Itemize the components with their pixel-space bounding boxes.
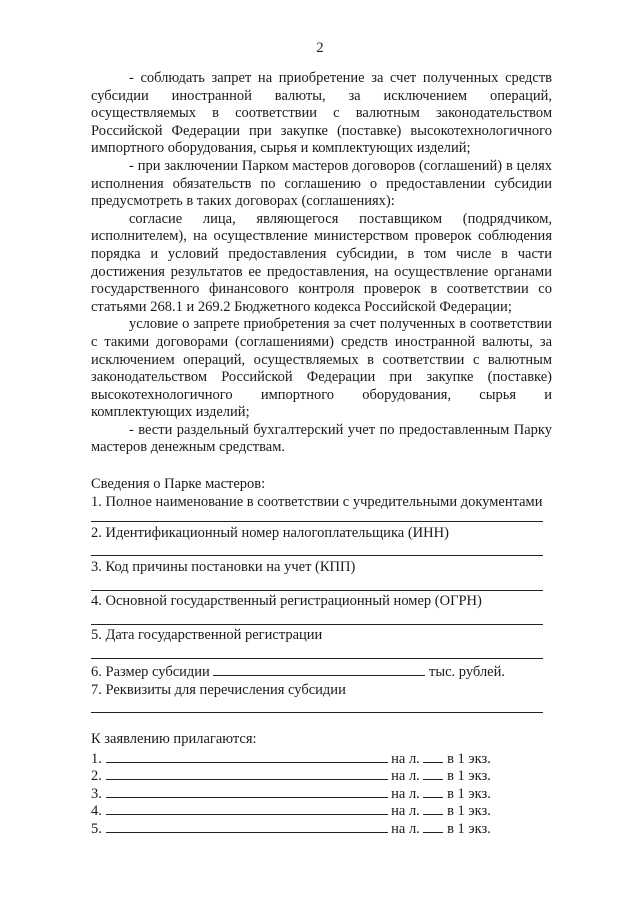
attachment-row [91,784,561,802]
attachment-sheets-label: на л. [391,768,420,785]
attachment-row [91,766,561,784]
attachment-row [91,801,561,819]
paragraph-currency-ban: - соблюдать запрет на приобретение за счет полученных средств субсидии иностранной валюты, за исключением операций, осуществляемых в соответствии с валютным законодательством Российской Федерации при закупке (поставке) высокотехнологичного импортного оборудования, сырья и комплектующих изделий; [91,70,552,157]
info-subsidy-block [91,662,561,699]
attachments-section [91,731,561,837]
subsidy-amount-field[interactable] [213,662,425,676]
requisites-field-line[interactable] [91,712,543,713]
attachment-sheets-field[interactable] [423,784,443,798]
info-item-kpp-wrap [91,559,561,577]
inn-field-line[interactable] [91,555,543,556]
page-number: 2 [316,40,324,56]
attachment-number: 5. [91,820,102,837]
info-item-subsidy-size [91,662,561,682]
info-section [91,476,561,511]
info-item-inn: 2. Идентификационный номер налогоплательщика (ИНН) [91,525,449,541]
paragraph-contracts: - при заключении Парком мастеров договоров (соглашений) в целях исполнения обязательств по соглашению о предоставлении субсидии предусмотреть в таких договорах (соглашениях): [91,157,552,210]
attachment-name-field[interactable] [106,766,388,780]
attachment-sheets-label: на л. [391,785,420,802]
attachment-name-field[interactable] [106,801,388,815]
attachment-number: 1. [91,750,102,767]
attachment-copies-label: в 1 экз. [447,820,491,837]
paragraph-accounting: - вести раздельный бухгалтерский учет по предоставленным Парку мастеров денежным средствам. [91,421,552,456]
info-item-ogrn: 4. Основной государственный регистрационный номер (ОГРН) [91,593,482,609]
attachment-sheets-label: на л. [391,750,420,767]
info-item-inn-wrap [91,525,561,543]
paragraph-supplier-consent: согласие лица, являющегося поставщиком (подрядчиком, исполнителем), на осуществление министерством проверок соблюдения порядка и условий предоставления субсидии, в том числе в части достижения результатов ее предоставления, на осуществление органами государственного финансового контроля проверок в соответствии со статьями 268.1 и 269.2 Бюджетного кодекса Российской Федерации; [91,210,552,315]
attachment-row [91,819,561,837]
attachment-sheets-field[interactable] [423,766,443,780]
attachment-name-field[interactable] [106,784,388,798]
info-item-ogrn-wrap [91,593,561,611]
full-name-field-line[interactable] [91,521,543,522]
body-text [91,70,552,457]
attachment-name-field[interactable] [106,749,388,763]
attachment-copies-label: в 1 экз. [447,750,491,767]
attachment-row [91,749,561,767]
attachment-copies-label: в 1 экз. [447,785,491,802]
info-item-reg-date: 5. Дата государственной регистрации [91,627,323,643]
ogrn-field-line[interactable] [91,624,543,625]
attachment-copies-label: в 1 экз. [447,803,491,820]
info-item-reg-date-wrap [91,627,561,645]
kpp-field-line[interactable] [91,590,543,591]
attachment-name-field[interactable] [106,819,388,833]
attachment-sheets-label: на л. [391,803,420,820]
paragraph-contract-currency-ban: условие о запрете приобретения за счет полученных в соответствии с такими договорами (соглашениями) средств иностранной валюты, за исключением операций, осуществляемых в соответствии с валютным законодательством Российской Федерации при закупке (поставке) высокотехнологичного импортного оборудования, сырья и комплектующих изделий; [91,316,552,421]
reg-date-field-line[interactable] [91,658,543,659]
attachment-sheets-field[interactable] [423,749,443,763]
info-item-requisites: 7. Реквизиты для перечисления субсидии [91,681,346,698]
attachment-sheets-field[interactable] [423,819,443,833]
info-heading: Сведения о Парке мастеров: [91,476,266,492]
attachments-heading: К заявлению прилагаются: [91,731,257,747]
attachment-number: 4. [91,803,102,820]
subsidy-size-label: 6. Размер субсидии [91,664,210,680]
attachment-number: 3. [91,785,102,802]
subsidy-unit-label: тыс. рублей. [429,664,506,680]
attachment-sheets-label: на л. [391,820,420,837]
attachment-sheets-field[interactable] [423,801,443,815]
attachment-copies-label: в 1 экз. [447,768,491,785]
info-item-kpp: 3. Код причины постановки на учет (КПП) [91,559,356,575]
info-item-full-name: 1. Полное наименование в соответствии с учредительными документами [91,493,543,510]
attachment-number: 2. [91,768,102,785]
